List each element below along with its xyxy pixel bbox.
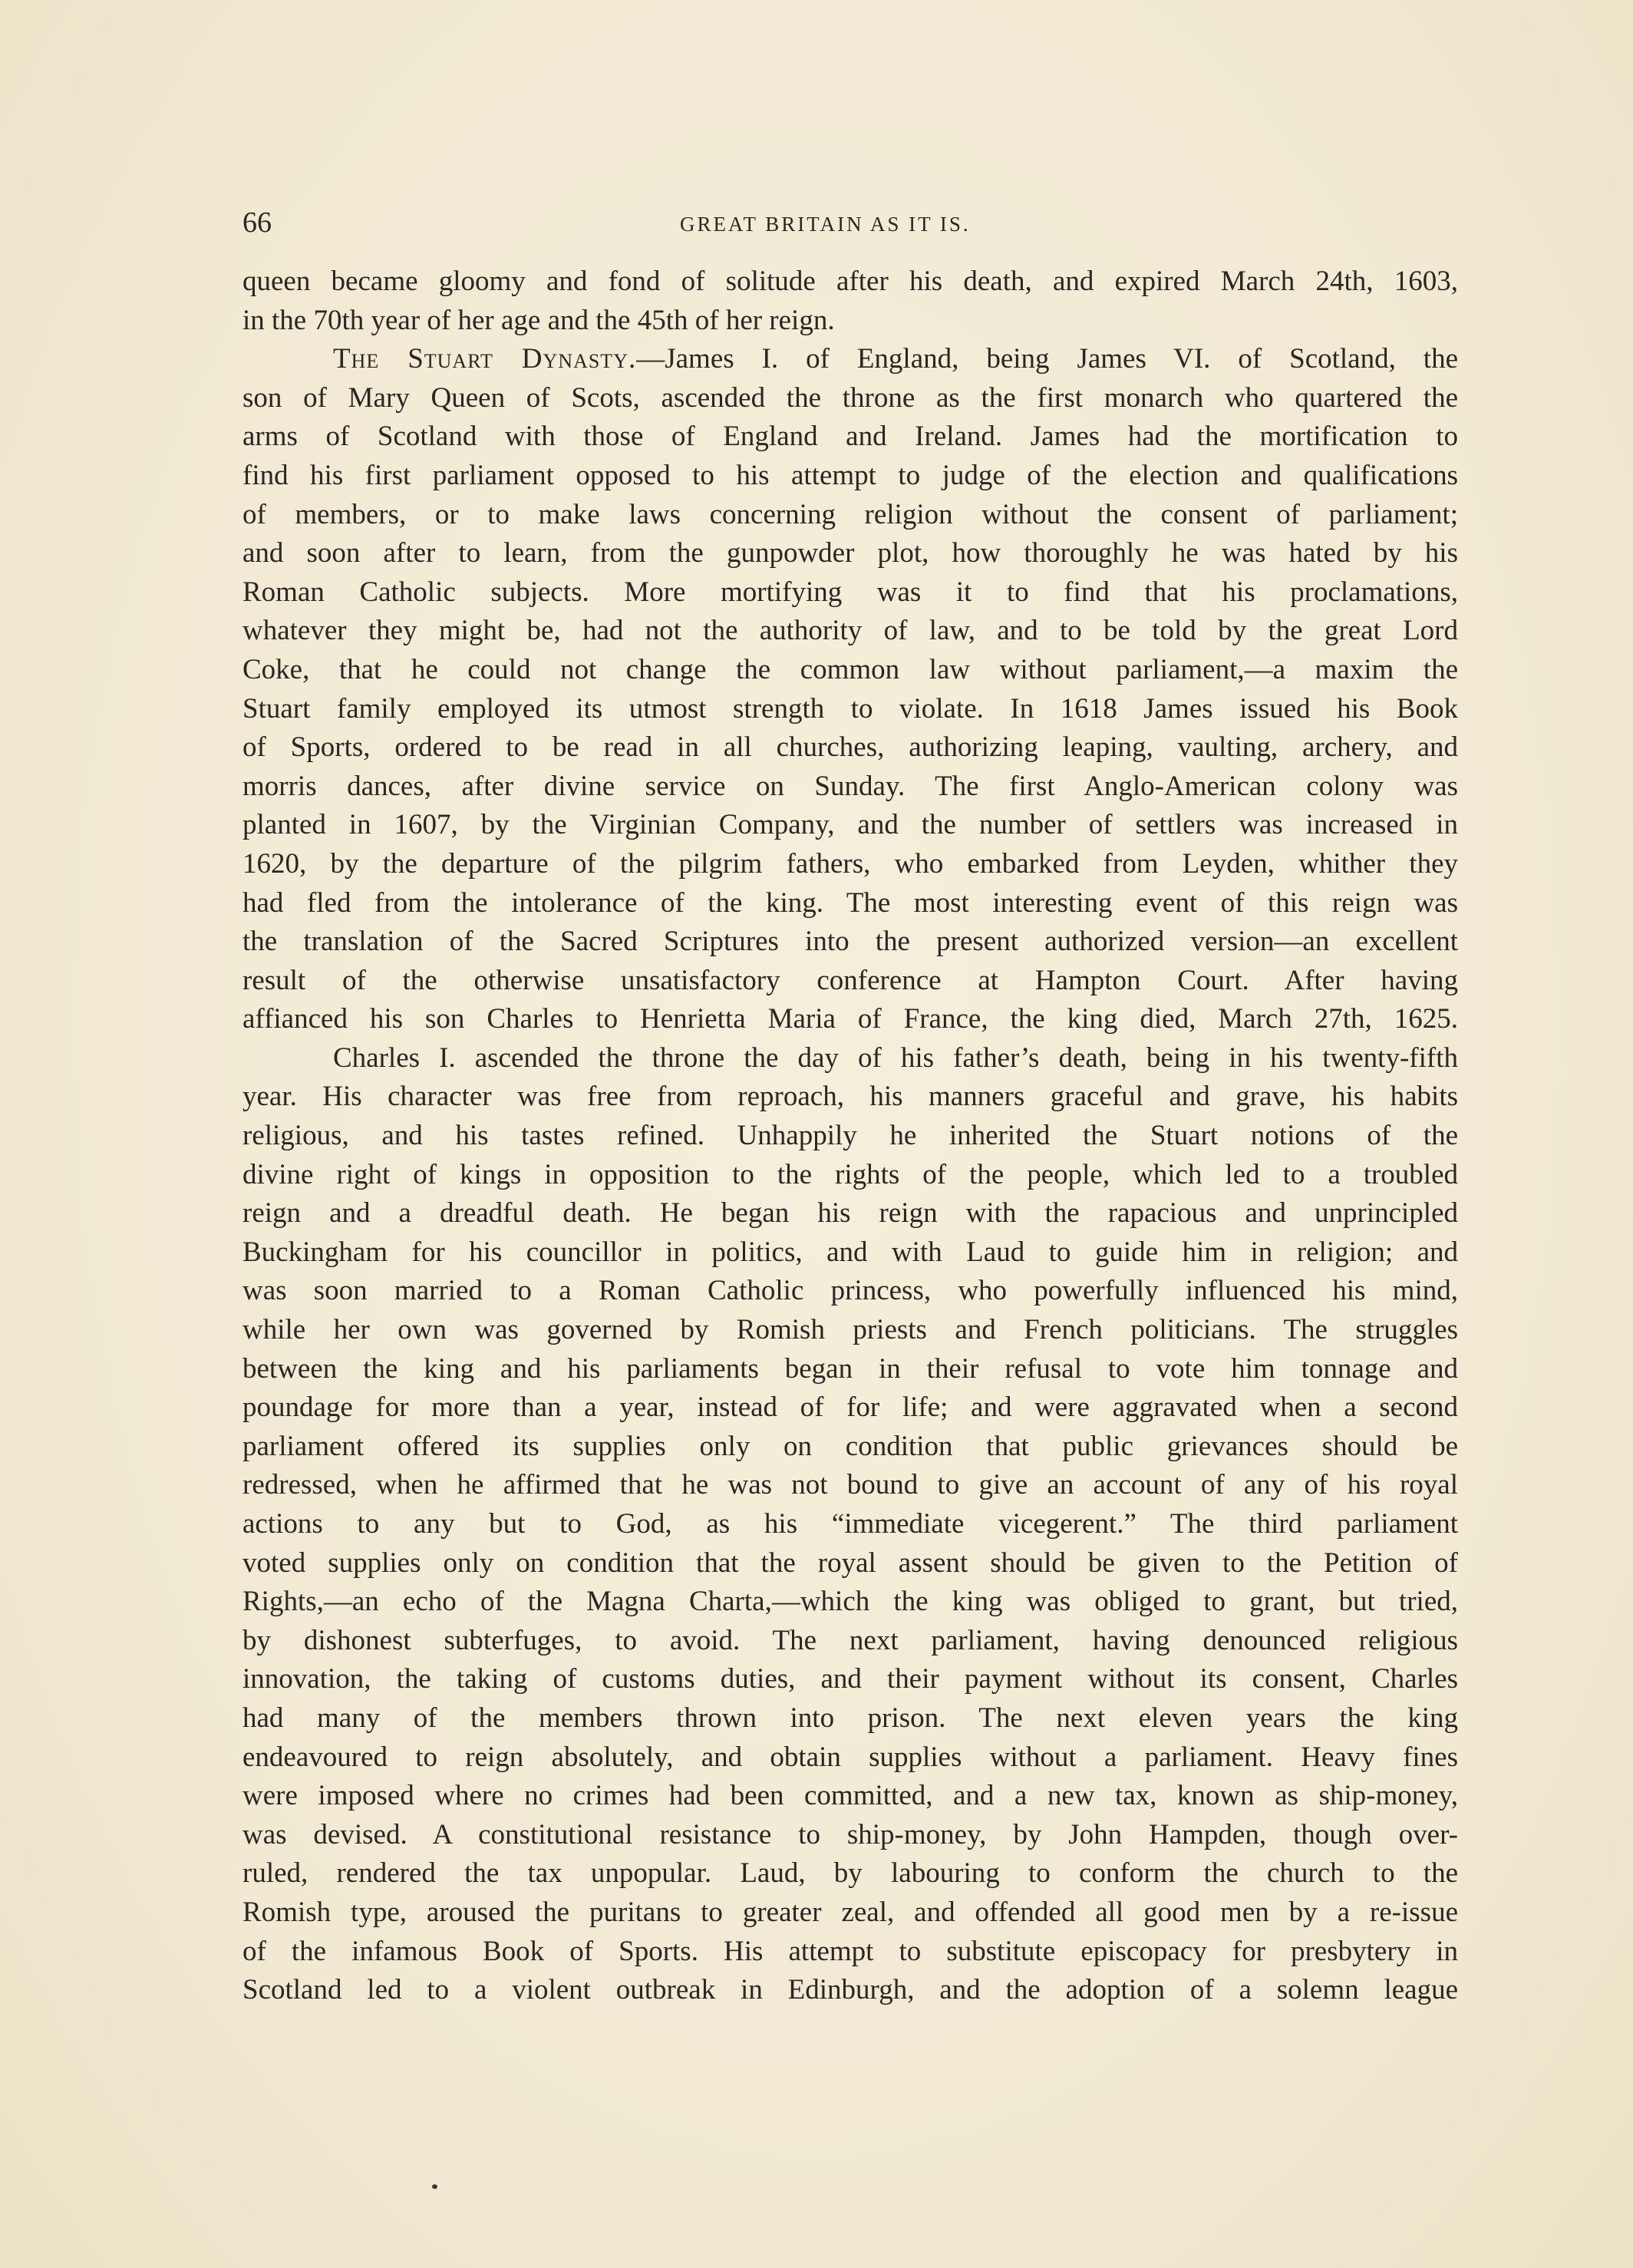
text-line: result of the otherwise unsatisfactory conference at Hampton Court. After having: [242, 964, 1458, 996]
text-line: was soon married to a Roman Catholic princess, who powerfully influenced his mind,: [242, 1275, 1458, 1307]
text-line: ruled, rendered the tax unpopular. Laud, by labouring to conform the church to the: [242, 1857, 1458, 1890]
text-line: Buckingham for his councillor in politics, and with Laud to guide him in religion; and: [242, 1236, 1458, 1268]
text-line: of members, or to make laws concerning religion without the consent of parliament;: [242, 498, 1458, 530]
text-line: the translation of the Sacred Scriptures into the present authorized version—an excellent: [242, 926, 1458, 958]
text-line-continuation: —James I. of England, being James VI. of Scotland, the: [636, 343, 1458, 375]
text-line: were imposed where no crimes had been committed, and a new tax, known as ship-money,: [242, 1780, 1458, 1812]
text-line: divine right of kings in opposition to the rights of the people, which led to a troubled: [242, 1158, 1458, 1190]
text-line: reign and a dreadful death. He began his reign with the rapacious and unprincipled: [242, 1197, 1458, 1230]
section-first-line: [242, 340, 1458, 379]
text-line: Stuart family employed its utmost strength to violate. In 1618 James issued his Book: [242, 692, 1458, 725]
text-line: planted in 1607, by the Virginian Company, and the number of settlers was increased in: [242, 809, 1458, 841]
text-line: find his first parliament opposed to his attempt to judge of the election and qualifications: [242, 459, 1458, 491]
text-line: Scotland led to a violent outbreak in Edinburgh, and the adoption of a solemn league: [242, 1974, 1458, 2006]
text-line: of Sports, ordered to be read in all churches, authorizing leaping, vaulting, archery, and: [242, 731, 1458, 764]
text-line: Roman Catholic subjects. More mortifying was it to find that his proclamations,: [242, 576, 1458, 608]
text-line: Coke, that he could not change the common law without parliament,—a maxim the: [242, 653, 1458, 685]
text-line: endeavoured to reign absolutely, and obtain supplies without a parliament. Heavy fines: [242, 1741, 1458, 1773]
text-line: arms of Scotland with those of England and Ireland. James had the mortification to: [242, 421, 1458, 453]
text-line: Rights,—an echo of the Magna Charta,—which the king was obliged to grant, but tried,: [242, 1586, 1458, 1618]
text-line: Romish type, aroused the puritans to greater zeal, and offended all good men by a re-issue: [242, 1896, 1458, 1928]
text-line: 1620, by the departure of the pilgrim fathers, who embarked from Leyden, whither they: [242, 847, 1458, 880]
text-line: son of Mary Queen of Scots, ascended the throne as the first monarch who quartered the: [242, 381, 1458, 414]
text-line: whatever they might be, had not the authority of law, and to be told by the great Lord: [242, 615, 1458, 647]
text-line: religious, and his tastes refined. Unhappily he inherited the Stuart notions of the: [242, 1120, 1458, 1152]
page-number: 66: [242, 206, 272, 239]
running-head: [242, 206, 1458, 239]
text-line: of the infamous Book of Sports. His attempt to substitute episcopacy for presbytery in: [242, 1935, 1458, 1967]
text-line: parliament offered its supplies only on condition that public grievances should be: [242, 1430, 1458, 1462]
text-line: poundage for more than a year, instead of for life; and were aggravated when a second: [242, 1392, 1458, 1424]
section-heading: The Stuart Dynasty.: [333, 343, 637, 375]
text-line: year. His character was free from reproach, his manners graceful and grave, his habits: [242, 1081, 1458, 1113]
text-line: affianced his son Charles to Henrietta Maria of France, the king died, March 27th, 1625.: [242, 1003, 1458, 1035]
text-line: innovation, the taking of customs duties, and their payment without its consent, Charles: [242, 1663, 1458, 1695]
text-line: voted supplies only on condition that the royal assent should be given to the Petition of: [242, 1547, 1458, 1579]
text-line: morris dances, after divine service on Sunday. The first Anglo-American colony was: [242, 770, 1458, 802]
body-text: [242, 262, 1458, 2010]
text-line: between the king and his parliaments began in their refusal to vote him tonnage and: [242, 1352, 1458, 1385]
ink-speck: [432, 2184, 437, 2189]
text-line: by dishonest subterfuges, to avoid. The next parliament, having denounced religious: [242, 1624, 1458, 1656]
text-line: in the 70th year of her age and the 45th of her reign.: [242, 304, 835, 336]
text-line: actions to any but to God, as his “immediate vicegerent.” The third parliament: [242, 1508, 1458, 1540]
text-line: had many of the members thrown into prison. The next eleven years the king: [242, 1702, 1458, 1734]
text-line: and soon after to learn, from the gunpowder plot, how thoroughly he was hated by his: [242, 537, 1458, 569]
running-title: GREAT BRITAIN AS IT IS.: [680, 213, 971, 236]
text-line: while her own was governed by Romish priests and French politicians. The struggles: [242, 1314, 1458, 1346]
text-line: was devised. A constitutional resistance to ship-money, by John Hampden, though over-: [242, 1818, 1458, 1850]
text-line: redressed, when he affirmed that he was not bound to give an account of any of his royal: [242, 1469, 1458, 1501]
paragraph-first-line: Charles I. ascended the throne the day of his father’s death, being in his twenty-fifth: [333, 1042, 1458, 1074]
text-line: had fled from the intolerance of the king. The most interesting event of this reign was: [242, 886, 1458, 919]
text-line: queen became gloomy and fond of solitude after his death, and expired March 24th, 1603,: [242, 266, 1458, 297]
